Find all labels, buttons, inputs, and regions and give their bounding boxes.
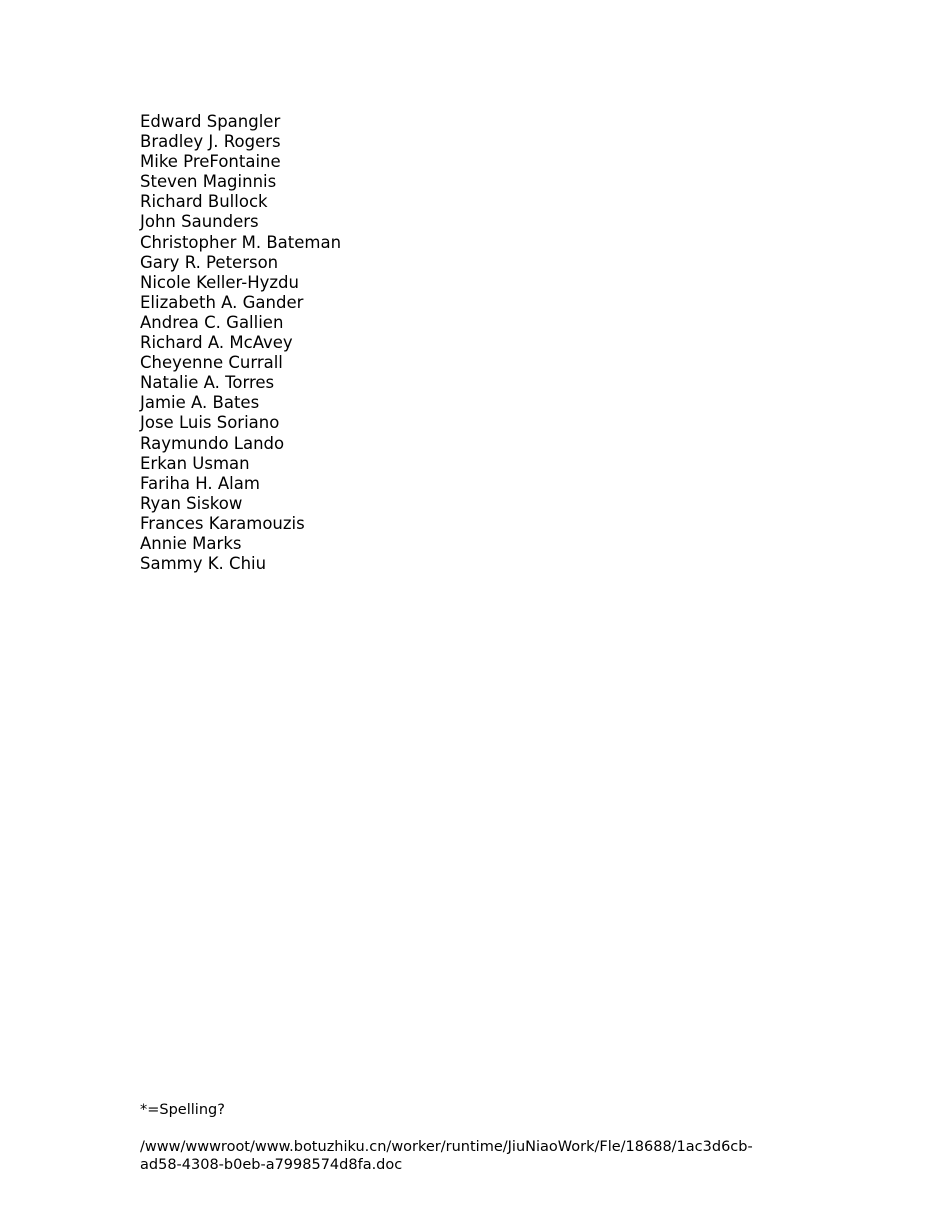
name-item: Cheyenne Currall xyxy=(140,353,283,373)
name-item: Richard Bullock xyxy=(140,192,268,212)
name-item: Richard A. McAvey xyxy=(140,333,293,353)
name-item: Edward Spangler xyxy=(140,112,281,131)
name-item: Ryan Siskow xyxy=(140,493,243,513)
name-item: Mike PreFontaine xyxy=(140,152,281,172)
name-item: Jamie A. Bates xyxy=(140,393,260,413)
name-item: Nicole Keller-Hyzdu xyxy=(140,272,299,292)
name-item: Christopher M. Bateman xyxy=(140,232,342,252)
name-item: Annie Marks xyxy=(140,533,242,553)
name-list xyxy=(140,112,341,574)
spelling-note: *=Spelling? xyxy=(140,1102,225,1118)
name-item: Frances Karamouzis xyxy=(140,513,305,533)
name-item: Andrea C. Gallien xyxy=(140,312,284,332)
name-item: Jose Luis Soriano xyxy=(140,413,280,433)
file-path xyxy=(140,1138,820,1174)
name-item: Elizabeth A. Gander xyxy=(140,292,304,312)
name-item: Gary R. Peterson xyxy=(140,252,279,272)
page-footer xyxy=(140,1101,820,1174)
name-item: Fariha H. Alam xyxy=(140,473,260,493)
file-path-line-1: /www/wwwroot/www.botuzhiku.cn/worker/runtime/JiuNiaoWork/Fle/18688/1ac3d6cb- xyxy=(140,1139,753,1155)
name-item: Natalie A. Torres xyxy=(140,373,275,393)
file-path-line-2: ad58-4308-b0eb-a7998574d8fa.doc xyxy=(140,1157,403,1173)
name-item: Sammy K. Chiu xyxy=(140,554,267,574)
name-item: Bradley J. Rogers xyxy=(140,132,281,152)
name-item: Raymundo Lando xyxy=(140,433,285,453)
name-item: John Saunders xyxy=(140,212,259,232)
name-item: Erkan Usman xyxy=(140,453,250,473)
name-item: Steven Maginnis xyxy=(140,172,277,192)
